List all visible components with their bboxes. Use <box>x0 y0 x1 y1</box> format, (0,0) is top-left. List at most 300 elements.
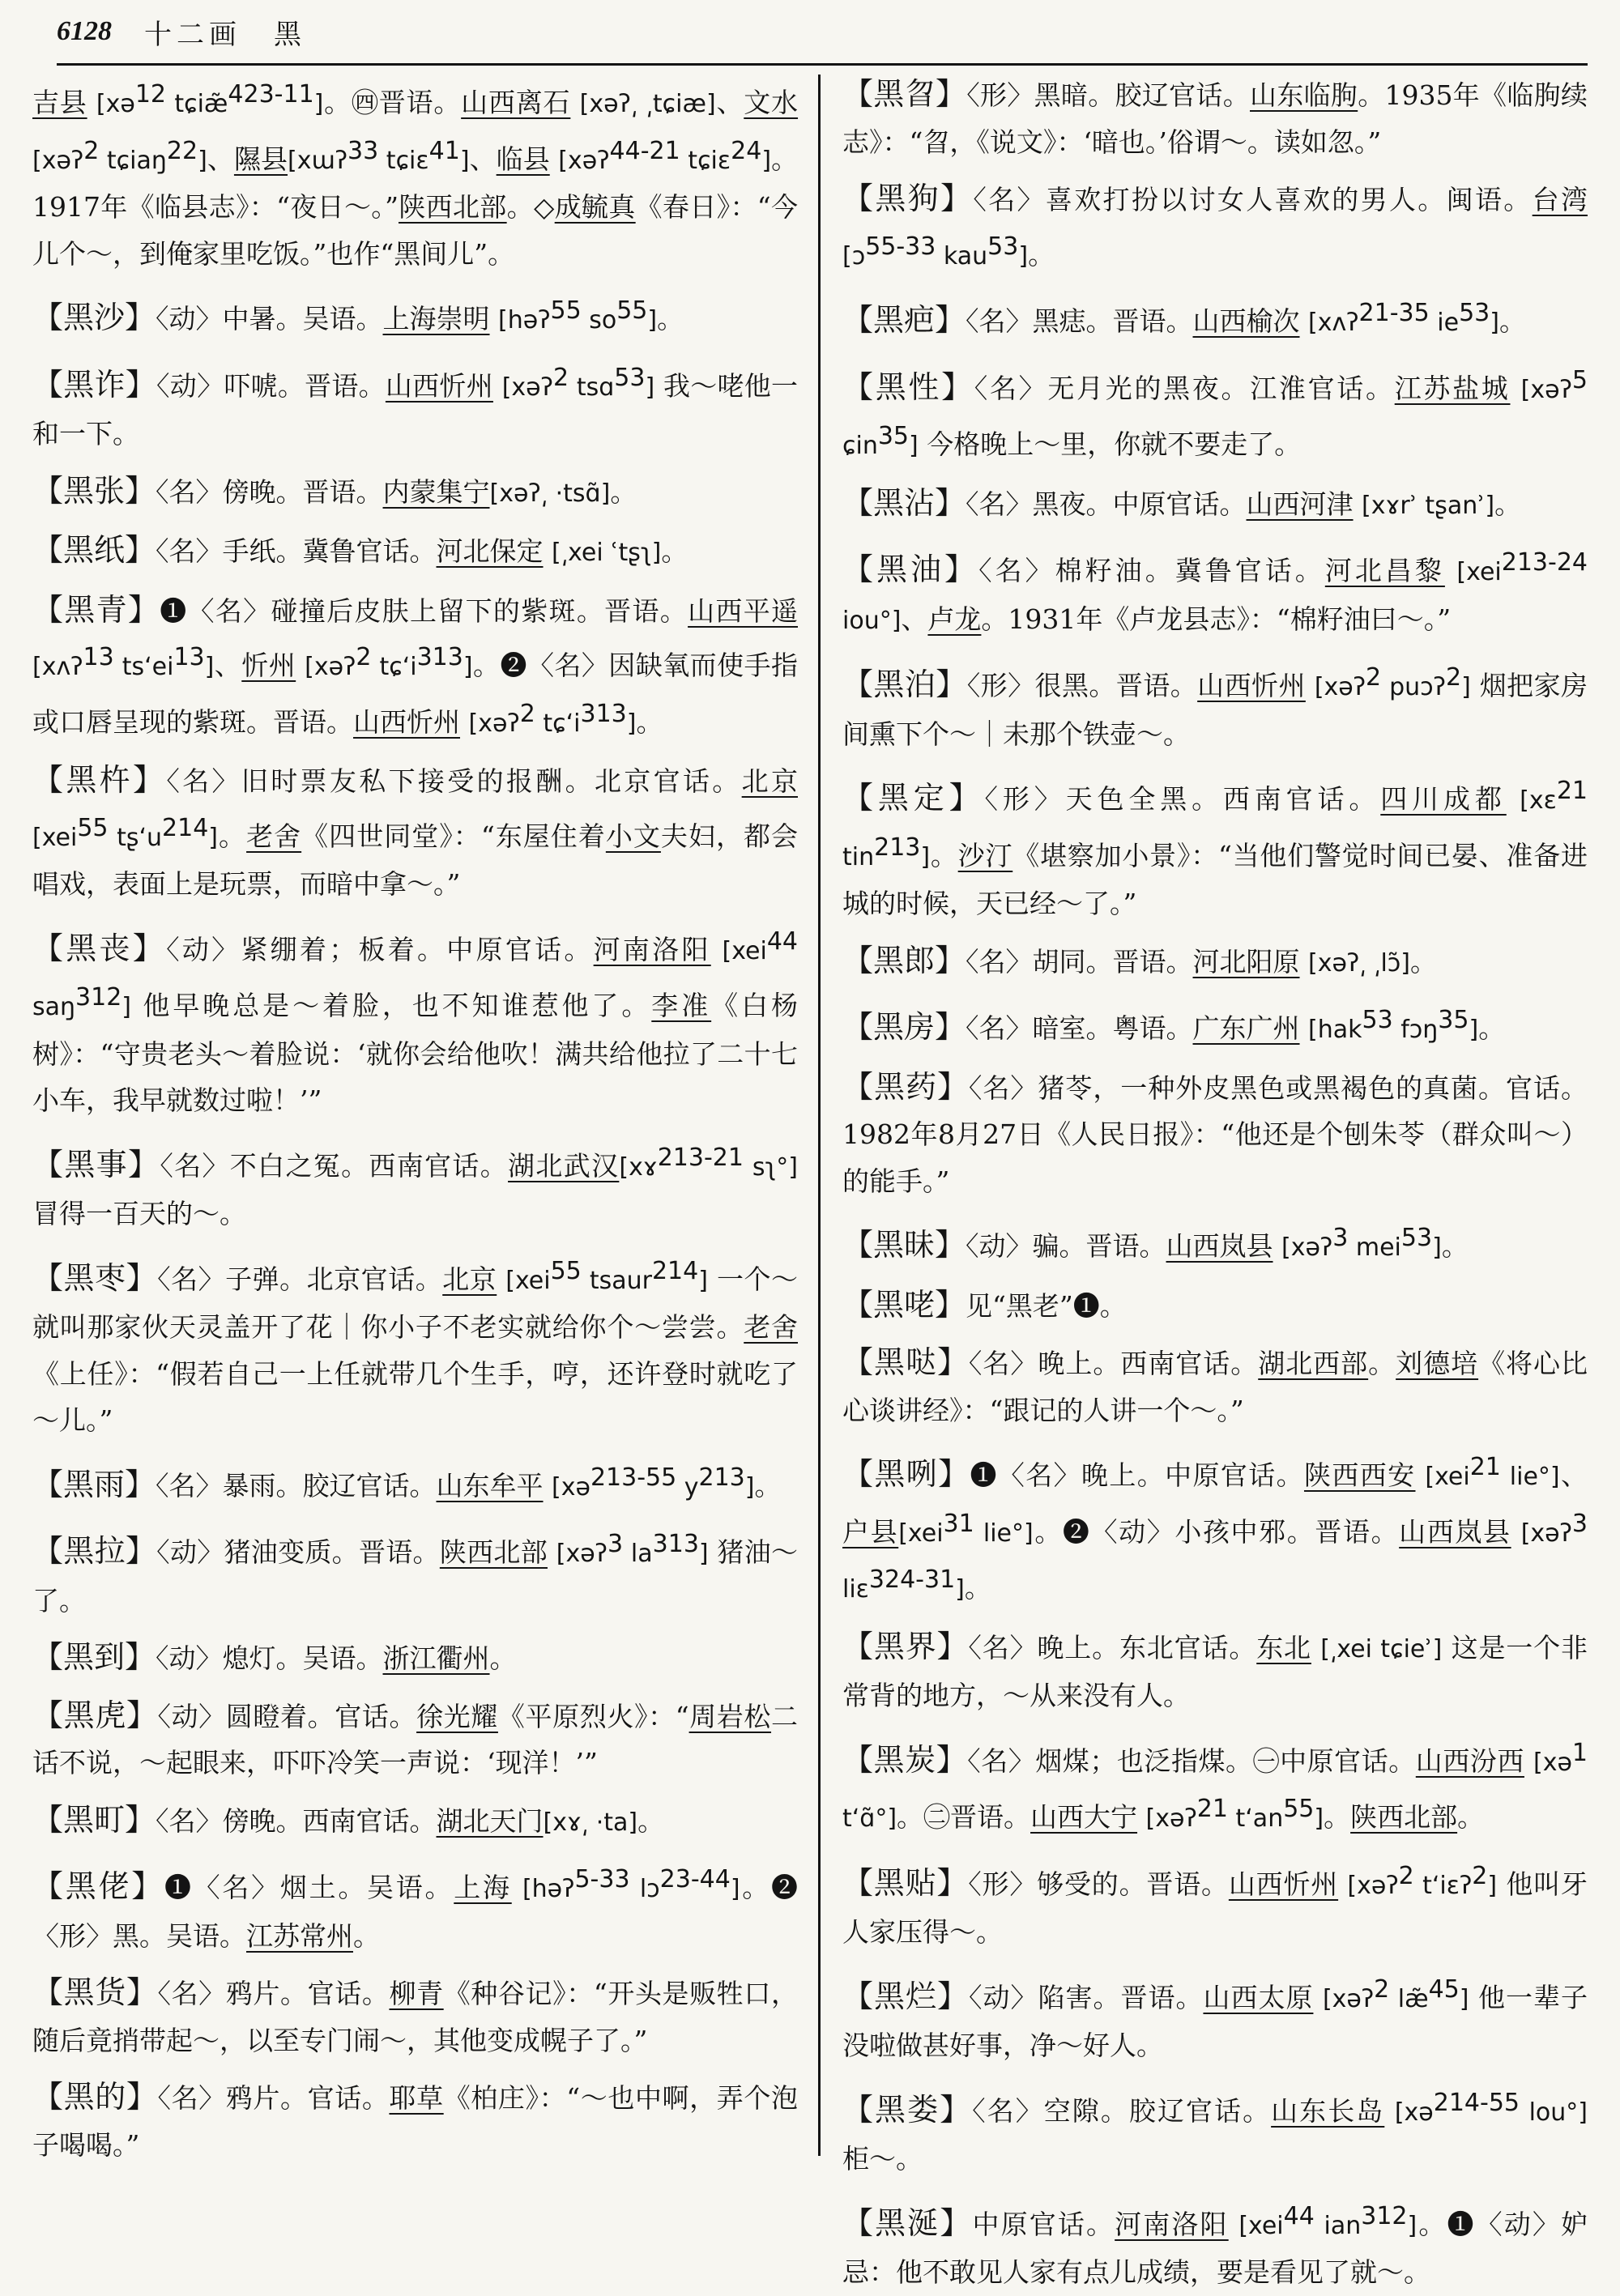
dictionary-entry <box>32 468 798 518</box>
phonetic: ] <box>208 823 219 852</box>
entry-text <box>1273 1230 1282 1262</box>
entry-text: 柜～。 <box>842 2143 923 2175</box>
phonetic: [xəʔ <box>556 1540 608 1568</box>
entry-text: 〈动〉陷害。晋语。 <box>968 1981 1204 2013</box>
entry-text: 。 <box>1441 1230 1469 1262</box>
place-name: 老舍 <box>246 820 302 852</box>
place-name: 成毓真 <box>554 191 636 223</box>
phonetic: saŋ <box>32 993 76 1021</box>
entry-headword: 【黑张】 <box>32 472 156 509</box>
tone-number: 44 <box>766 926 798 956</box>
phonetic: [xə <box>1533 1748 1572 1777</box>
tone-number: 53 <box>614 363 646 392</box>
entry-text: 。1931年《卢龙县志》：“棉籽油曰～。” <box>981 603 1452 635</box>
entry-text: 〈名〉傍晚。晋语。 <box>156 475 383 508</box>
phonetic: ] <box>463 653 473 681</box>
phonetic: [xei <box>1425 1463 1470 1491</box>
entry-text <box>497 1263 505 1295</box>
entry-text: 。㊁晋语。 <box>897 1801 1031 1833</box>
dictionary-entry <box>842 357 1588 470</box>
phonetic: tʻan <box>1227 1804 1284 1833</box>
tone-number: 31 <box>943 1509 974 1538</box>
entry-text: 。 <box>637 1804 665 1837</box>
place-name: 耶草 <box>389 2082 444 2114</box>
dictionary-entry <box>842 539 1588 644</box>
entry-text: 〈名〉胡同。晋语。 <box>966 945 1193 978</box>
phonetic: ] <box>1314 1804 1324 1833</box>
entry-text: 夫妇，都会唱戏，表面上是玩票，而暗中拿～。” <box>32 820 799 900</box>
entry-text: 〈名〉鸦片。官话。 <box>157 2082 390 2114</box>
phonetic: [hak <box>1308 1016 1362 1044</box>
entry-text <box>1354 488 1362 520</box>
place-name: 山西忻州 <box>385 369 493 402</box>
phonetic: [xɤ <box>619 1152 658 1182</box>
entry-headword: 【黑沾】 <box>842 484 966 521</box>
entry-text <box>711 934 723 965</box>
entry-text: 。◇ <box>506 191 555 223</box>
phonetic: [xəʔ <box>1281 1233 1333 1262</box>
phonetic: [həʔ <box>498 306 551 334</box>
phonetic: læ̃ <box>1389 1984 1429 2013</box>
place-name: 浙江衢州 <box>382 1642 490 1674</box>
entry-text: 〈名〉暴雨。胶辽官话。 <box>156 1469 437 1502</box>
phonetic: ] <box>313 90 324 118</box>
tone-number: 35 <box>1438 1006 1469 1034</box>
place-name: 陕西北部 <box>1350 1801 1458 1833</box>
phonetic: [xəʔ <box>1520 1519 1572 1548</box>
entry-text: 。 <box>1457 1801 1485 1833</box>
entry-text: 一个～就叫那家伙天灵盖开了花｜你小子不老实就给你个～尝尝。 <box>32 1263 798 1343</box>
entry-headword: 【黑纸】 <box>32 532 156 568</box>
entry-headword: 【黑到】 <box>32 1639 156 1675</box>
phonetic: tɕʻi <box>371 653 417 681</box>
phonetic: lɔ <box>629 1875 660 1903</box>
entry-headword: 【黑娄】 <box>842 2091 973 2128</box>
tone-number: 2 <box>1374 1974 1390 2004</box>
phonetic: puɔʔ <box>1381 673 1446 701</box>
place-name: 刘德培 <box>1396 1348 1479 1379</box>
entry-text: 、 <box>214 650 242 681</box>
entry-text: 二话不说，～起眼来，吓吓冷笑一声说：‘现洋！’” <box>32 1700 799 1778</box>
phonetic: [͵xei tɕieʾ] <box>1320 1634 1443 1663</box>
phonetic: [xɛ <box>1520 786 1557 815</box>
tone-number: 21 <box>1196 1795 1228 1823</box>
phonetic: ] <box>647 306 658 334</box>
phonetic: ] <box>1487 1871 1498 1900</box>
entry-text: 〈形〉够受的。晋语。 <box>968 1868 1229 1900</box>
phonetic: tʻiɛʔ <box>1413 1871 1473 1900</box>
phonetic: [xəʔ <box>558 146 610 175</box>
entry-headword: 【黑杵】 <box>32 762 167 798</box>
place-name: 河北阳原 <box>1192 945 1300 978</box>
phonetic: tʻɑ̃°] <box>842 1804 897 1833</box>
entry-text: 我～咾他一和一下。 <box>32 369 798 449</box>
entry-headword: 【黑虎】 <box>32 1697 158 1733</box>
entry-text: 《上任》：“假若自己一上任就带几个生手，哼，还许登时就吃了～儿。” <box>32 1357 798 1436</box>
entry-text <box>544 535 552 567</box>
entry-text: 〈形〉天色全黑。西南官话。 <box>984 783 1381 815</box>
phonetic: lie°] <box>1500 1463 1560 1491</box>
tone-number: 213-55 <box>590 1463 677 1492</box>
entry-text: 。 <box>1498 305 1526 337</box>
entry-text: 〈名〉旧时票友私下接受的报酬。北京官话。 <box>166 765 742 797</box>
tone-number: 213 <box>698 1463 745 1492</box>
phonetic: [xə <box>552 1472 590 1502</box>
place-name: 柳青 <box>389 1978 444 2009</box>
phonetic: ] <box>459 146 470 175</box>
phonetic: tin <box>842 842 875 871</box>
entry-headword: 【黑青】 <box>32 591 160 628</box>
tone-number: 2 <box>1472 1861 1488 1890</box>
tone-number: 313 <box>652 1530 699 1558</box>
entry-text: 。 <box>218 820 247 852</box>
phonetic: tɕiaŋ <box>99 146 167 175</box>
entry-continuation <box>32 71 798 277</box>
dictionary-entry <box>32 757 798 908</box>
tone-number: 214-55 <box>1433 2088 1520 2117</box>
phonetic: ] <box>1459 1984 1469 2013</box>
place-name: 湖北天门 <box>436 1804 544 1837</box>
place-name: 陕西北部 <box>439 1536 548 1568</box>
phonetic: tʂʻu <box>108 823 163 852</box>
place-name: 陕西北部 <box>399 191 507 223</box>
entry-text: ❶〈名〉晚上。中原官话。 <box>970 1459 1304 1491</box>
phonetic: ] <box>698 1540 709 1568</box>
entry-text <box>570 87 579 118</box>
entry-text: 〈名〉暗室。粤语。 <box>966 1012 1193 1044</box>
place-name: 河北保定 <box>436 535 544 567</box>
tone-number: 12 <box>134 80 166 109</box>
entry-text: 。㊃晋语。 <box>323 87 462 118</box>
entry-text: 《柏庄》：“～也中啊，弄个泡子喝喝。” <box>32 2082 799 2161</box>
place-name: 江苏常州 <box>246 1919 353 1952</box>
phonetic: [xəʔ <box>1347 1871 1399 1900</box>
dictionary-entry <box>842 997 1588 1054</box>
left-column <box>32 71 798 2177</box>
phonetic: tɕʻi <box>535 709 581 738</box>
dictionary-entry <box>842 768 1588 927</box>
entry-text: 〈名〉子弹。北京官话。 <box>157 1263 443 1295</box>
tone-number: 55 <box>550 1256 582 1285</box>
entry-headword: 【黑咾】 <box>842 1286 966 1323</box>
entry-text <box>1511 1516 1521 1548</box>
tone-number: 13 <box>173 643 205 671</box>
place-name: 山西河津 <box>1246 488 1354 520</box>
entry-text <box>296 650 305 681</box>
tone-number: 312 <box>1361 2201 1408 2230</box>
entry-headword: 【黑货】 <box>32 1974 158 2010</box>
entry-text <box>87 87 96 118</box>
phonetic: ] <box>1018 241 1029 270</box>
phonetic: [xəʔ <box>32 146 84 175</box>
tone-number: 2 <box>1398 1861 1414 1890</box>
place-name: 湖北武汉 <box>508 1149 620 1182</box>
phonetic: ɕin <box>842 432 878 460</box>
entry-text <box>1229 2209 1239 2240</box>
place-name: 北京 <box>741 765 798 797</box>
phonetic: ] <box>730 1875 740 1903</box>
dictionary-entry <box>32 1634 798 1682</box>
page-header <box>57 0 1588 66</box>
entry-text: 。 <box>610 475 637 508</box>
tone-number: 33 <box>347 136 379 165</box>
phonetic: [xəʔ <box>1145 1804 1197 1833</box>
tone-number: 213-21 <box>657 1143 744 1172</box>
entry-text: 〈动〉吓唬。晋语。 <box>156 369 386 402</box>
entry-text <box>460 706 469 738</box>
phonetic: [͵xei ʿtʂʅ] <box>552 539 662 567</box>
phonetic: [xɤ͵ ·ta] <box>543 1808 638 1837</box>
entry-text: 《种谷记》：“开头是贩牲口，随后竟捎带起～，以至专门闹～，其他变成幌子了。” <box>32 1978 799 2056</box>
entry-text: “夜日～。” <box>276 191 399 223</box>
dictionary-entry <box>842 2193 1588 2296</box>
tone-number: 22 <box>166 136 198 165</box>
entry-text: 〈形〉黑暗。胶辽官话。 <box>966 79 1251 111</box>
phonetic: [xei <box>32 823 78 852</box>
phonetic: [xʌʔ <box>32 653 83 681</box>
entry-text: 〈动〉紧绷着；板着。中原官话。 <box>166 933 594 965</box>
column-divider <box>818 75 821 2156</box>
dictionary-entry <box>842 1340 1588 1433</box>
place-name: 四川成都 <box>1380 783 1507 815</box>
dictionary-entry <box>32 1693 798 1787</box>
place-name: 山西太原 <box>1203 1981 1314 2013</box>
tone-number: 3 <box>1571 1509 1588 1538</box>
dictionary-entry <box>842 1966 1588 2069</box>
entry-text: 。 <box>1494 488 1522 520</box>
dictionary-entry <box>32 918 798 1124</box>
entry-text <box>1313 1982 1323 2013</box>
phonetic: tɕiæ̃ <box>166 90 228 118</box>
phonetic: ] <box>1461 673 1471 701</box>
place-name: 广东广州 <box>1192 1012 1300 1044</box>
phonetic: ] <box>204 653 215 681</box>
entry-headword: 【黑性】 <box>842 368 974 405</box>
entry-text <box>493 370 502 402</box>
dictionary-entry <box>842 1215 1588 1272</box>
entry-text: 这是一个非常背的地方，～从来没有人。 <box>842 1631 1588 1711</box>
entry-text: 他一辈子没啦做甚好事，净～好人。 <box>842 1981 1588 2061</box>
entry-text: 〈名〉傍晚。西南官话。 <box>156 1804 437 1837</box>
entry-text: 猪油～了。 <box>32 1536 798 1617</box>
phonetic: [xəʔ <box>305 653 356 681</box>
entry-text <box>1300 1012 1309 1044</box>
entry-headword: 【黑郎】 <box>842 942 966 978</box>
right-column <box>842 71 1588 2288</box>
phonetic: so <box>581 306 617 334</box>
entry-headword: 【黑沙】 <box>32 300 156 335</box>
phonetic: [xəʔ <box>1314 673 1366 701</box>
phonetic: ] <box>1490 309 1499 337</box>
entry-text <box>1445 555 1457 586</box>
dictionary-entry <box>32 1797 798 1847</box>
dictionary-entry <box>842 2080 1588 2183</box>
place-name: 卢龙 <box>927 603 982 635</box>
entry-headword: 【黑曶】 <box>842 76 967 112</box>
entry-text: 、 <box>715 87 744 118</box>
entry-text: 他叫牙人家压得～。 <box>842 1868 1588 1948</box>
tone-number: 55 <box>616 296 648 325</box>
phonetic: lie°] <box>974 1519 1034 1548</box>
dictionary-entry <box>842 1730 1588 1842</box>
place-name: 江苏盐城 <box>1394 372 1511 404</box>
dictionary-entry <box>32 288 798 344</box>
entry-text: 〈动〉中暑。吴语。 <box>156 303 383 334</box>
entry-headword: 【黑丧】 <box>32 930 167 966</box>
entry-text: 〈名〉空隙。胶辽官话。 <box>972 2094 1272 2127</box>
phonetic: tɕiɛ <box>378 146 429 175</box>
entry-text: 烟把家房间熏下个～｜未那个铁壶～。 <box>842 670 1588 750</box>
phonetic: [xei <box>722 936 767 965</box>
phonetic: ] <box>198 146 207 175</box>
phonetic: ] <box>744 1472 755 1502</box>
phonetic: kau <box>936 241 988 270</box>
place-name: 东北 <box>1256 1631 1311 1663</box>
entry-text: 。 <box>964 1572 991 1604</box>
phonetic: [xei <box>505 1266 551 1295</box>
entry-text: 〈名〉手纸。冀鲁官话。 <box>156 535 437 567</box>
entry-text: 、 <box>901 603 928 635</box>
tone-number: 2 <box>83 136 100 165</box>
entry-headword: 【黑拉】 <box>32 1533 157 1569</box>
phonetic: [xei <box>1456 558 1502 586</box>
phonetic: iou°] <box>842 606 902 635</box>
dictionary-entry <box>32 1135 798 1237</box>
entry-text: 今格晚上～里，你就不要走了。 <box>918 428 1302 460</box>
phonetic: ] <box>626 709 637 738</box>
entry-text: 〈名〉鸦片。官话。 <box>157 1978 390 2009</box>
phonetic: lou°] <box>1520 2098 1588 2127</box>
entry-text: 。1935年《临朐续志》：“曶，《说文》：‘暗也。’俗谓～。读如忽。” <box>842 79 1588 158</box>
entry-text <box>1300 305 1309 337</box>
entry-headword: 【黑界】 <box>842 1628 969 1664</box>
phonetic: [xə <box>1394 2098 1434 2127</box>
entry-text: 冒得一百天的～。 <box>32 1198 246 1229</box>
phonetic: [xei <box>1238 2211 1284 2240</box>
tone-number: 324-31 <box>868 1565 956 1594</box>
phonetic: tsʻei <box>113 653 174 681</box>
entry-text: 〈动〉熄灯。吴语。 <box>156 1642 383 1674</box>
entry-headword: 【黑泊】 <box>842 667 967 702</box>
place-name: 河北昌黎 <box>1324 555 1445 586</box>
dictionary-entry <box>842 1444 1588 1613</box>
entry-text: 〈名〉黑夜。中原官话。 <box>966 488 1247 520</box>
entry-text: 。1917年《临县志》： <box>32 143 799 223</box>
entry-headword: 【黑佬】 <box>32 1868 164 1904</box>
entry-text: 《白杨树》：“守贵老头～着脸说：‘就你会给他吹！满共给他拉了二十七小车，我早就数过啦！’” <box>32 990 799 1116</box>
tone-number: 21 <box>1556 777 1588 805</box>
phonetic: ] <box>909 432 919 460</box>
entry-headword: 【黑贴】 <box>842 1864 969 1901</box>
entry-headword: 【黑咧】 <box>842 1456 970 1492</box>
entry-text: 《春日》：“今儿个～，到俺家里吃饭。”也作“黑间儿”。 <box>32 191 799 270</box>
entry-text <box>1137 1801 1146 1833</box>
entry-text <box>544 1470 552 1502</box>
entry-text <box>1338 1868 1347 1900</box>
place-name: 沙汀 <box>957 839 1013 871</box>
tone-number: 21-35 <box>1358 299 1430 327</box>
place-name: 临县 <box>496 143 550 175</box>
entry-text: 〈名〉晚上。东北官话。 <box>968 1631 1257 1663</box>
dictionary-entry <box>842 654 1588 757</box>
entry-text: 〈名〉棉籽油。冀鲁官话。 <box>978 555 1325 586</box>
place-name: 山西岚县 <box>1399 1515 1511 1548</box>
place-name: 徐光耀 <box>416 1700 498 1732</box>
phonetic: [xei <box>898 1519 944 1548</box>
place-name: 河南洛阳 <box>1115 2208 1229 2240</box>
entry-text: 〈动〉圆瞪着。官话。 <box>157 1700 417 1732</box>
entry-headword: 【黑疤】 <box>842 302 966 338</box>
entry-text: 。 <box>636 705 663 738</box>
phonetic: ] <box>920 842 931 871</box>
entry-text: 。 <box>353 1919 380 1952</box>
tone-number: 3 <box>608 1530 624 1558</box>
entry-headword: 【黑涎】 <box>842 2204 973 2241</box>
dictionary-entry <box>842 176 1588 279</box>
entry-text: ❶〈名〉烟土。吴语。 <box>164 1872 454 1903</box>
place-name: 山西忻州 <box>1228 1868 1339 1900</box>
entry-text: 。 <box>1028 238 1055 270</box>
entry-text: 、 <box>1559 1459 1588 1491</box>
entry-text: 。❷〈名〉因缺氧而使手指或口唇呈现的紫斑。晋语。 <box>32 650 799 738</box>
entry-text: 。 <box>661 535 688 567</box>
place-name: 内蒙集宁 <box>382 475 490 508</box>
entry-text <box>1311 1632 1320 1663</box>
entry-text <box>1300 946 1309 978</box>
phonetic: [xəʔ͵ ͵lɔ̃] <box>1308 948 1410 978</box>
entry-headword: 【黑昧】 <box>842 1227 966 1263</box>
phonetic: sʅ°] <box>743 1152 799 1182</box>
entry-headword: 【黑药】 <box>842 1068 969 1105</box>
entry-text: 。❷〈形〉黑。吴语。 <box>32 1872 799 1952</box>
phonetic: [ɔ <box>842 241 866 270</box>
tone-number: 55 <box>1283 1795 1315 1823</box>
place-name: 忻州 <box>241 650 296 681</box>
tone-number: 24 <box>731 136 762 165</box>
dictionary-entry <box>842 480 1588 530</box>
tone-number: 213-24 <box>1501 548 1588 577</box>
entry-text: 〈名〉猪苓，一种外皮黑色或黑褐色的真菌。官话。1982年8月27日《人民日报》：“他还是个刨朱苓（群众叫～）的能手。” <box>842 1071 1588 1197</box>
dictionary-entry <box>842 1064 1588 1205</box>
place-name: 小文 <box>605 820 661 852</box>
phonetic: ] <box>1469 1016 1479 1044</box>
entry-text: 《将心比心谈讲经》：“跟记的人讲一个～。” <box>842 1348 1588 1426</box>
place-name: 上海 <box>454 1872 512 1903</box>
entry-text: 。 <box>657 303 684 334</box>
tone-number: 44-21 <box>609 136 680 165</box>
entry-text: 〈名〉晚上。西南官话。 <box>968 1348 1259 1379</box>
tone-number: 2 <box>519 699 535 728</box>
place-name: 山西榆次 <box>1192 305 1300 337</box>
entry-headword: 【黑诈】 <box>32 366 157 403</box>
entry-text: 、 <box>207 143 234 175</box>
entry-headword: 【黑事】 <box>32 1146 160 1182</box>
tone-number: 214 <box>651 1256 699 1285</box>
tone-number: 53 <box>987 232 1019 261</box>
entry-text: 。❷〈动〉小孩中邪。晋语。 <box>1033 1515 1400 1548</box>
dictionary-entry <box>32 2074 798 2168</box>
entry-text: 〈形〉很黑。晋语。 <box>966 670 1198 701</box>
entry-text: 。 <box>1368 1348 1396 1379</box>
place-name: 老舍 <box>744 1311 799 1343</box>
entry-text: 。 <box>489 1642 517 1674</box>
place-name: 山西忻州 <box>353 705 460 738</box>
tone-number: 35 <box>877 422 910 450</box>
entry-text <box>1306 670 1315 701</box>
place-name: 山西汾西 <box>1415 1744 1524 1777</box>
entry-text: 〈动〉猪油变质。晋语。 <box>156 1536 440 1568</box>
tone-number: 312 <box>75 983 122 1012</box>
